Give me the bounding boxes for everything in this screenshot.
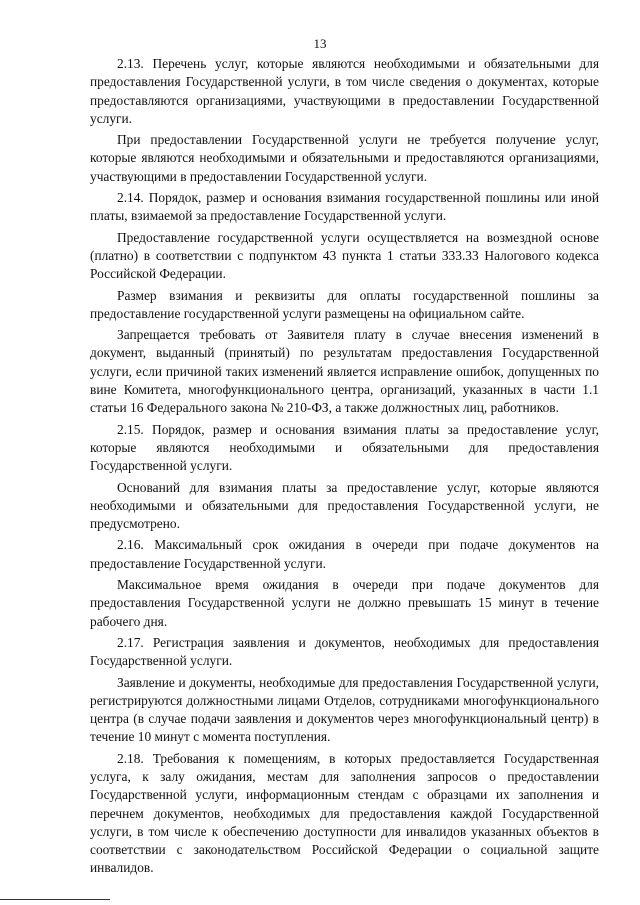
document-body <box>90 55 599 881</box>
paragraph: Максимальное время ожидания в очереди при подаче документов для предоставления Государственной услуги не должно превышать 15 минут в течение рабочего дня. <box>90 577 599 629</box>
paragraph-2-14-heading: 2.14. Порядок, размер и основания взимания государственной пошлины или иной платы, взимаемой за предоставление Государственной услуги. <box>90 190 599 224</box>
footnote-divider <box>0 899 110 900</box>
paragraph: Запрещается требовать от Заявителя плату в случае внесения изменений в документ, выданный (принятый) по результатам предоставления Государственной услуги, если причиной таких изменений является исправление ошибок, допущенных по вине Комитета, многофункционального центра, организаций, указанных в части 1.1 статьи 16 Федерального закона № 210-ФЗ, а также должностных лиц, работников. <box>90 327 599 416</box>
paragraph: Размер взимания и реквизиты для оплаты государственной пошлины за предоставление государственной услуги размещены на официальном сайте. <box>90 287 599 321</box>
paragraph-2-17-heading: 2.17. Регистрация заявления и документов, необходимых для предоставления Государственной услуги. <box>90 634 599 669</box>
paragraph-2-18-heading: 2.18. Требования к помещениям, в которых предоставляется Государственная услуга, к залу ожидания, местам для заполнения запросов о предоставлении Государственной услуги, информационным стендам с образцами их заполнения и перечнем документов, необходимых для предоставления каждой Государственной услуги, в том числе к обеспечению доступности для инвалидов указанных объектов в соответствии с законодательством Российской Федерации о социальной защите инвалидов. <box>90 750 599 876</box>
paragraph-2-13-heading: 2.13. Перечень услуг, которые являются необходимыми и обязательными для предоставления Государственной услуги, в том числе сведения о документах, которые предоставляются организациями, участвующими в предоставлении Государственной услуги. <box>90 56 599 126</box>
paragraph-2-16-heading: 2.16. Максимальный срок ожидания в очереди при подаче документов на предоставление Государственной услуги. <box>90 537 599 571</box>
paragraph: Предоставление государственной услуги осуществляется на возмездной основе (платно) в соответствии с подпунктом 43 пункта 1 статьи 333.33 Налогового кодекса Российской Федерации. <box>90 229 599 282</box>
paragraph: При предоставлении Государственной услуги не требуется получение услуг, которые являются необходимыми и обязательными и предоставляются организациями, участвующими в предоставлении Государственной услуги. <box>90 132 599 184</box>
page-number: 13 <box>313 36 327 51</box>
paragraph: Оснований для взимания платы за предоставление услуг, которые являются необходимыми и обязательными для предоставления Государственной услуги, не предусмотрено. <box>90 479 599 532</box>
paragraph-2-15-heading: 2.15. Порядок, размер и основания взимания платы за предоставление услуг, которые являются необходимыми и обязательными для предоставления Государственной услуги. <box>90 421 599 474</box>
paragraph: Заявление и документы, необходимые для предоставления Государственной услуги, регистрируются должностными лицами Отделов, сотрудниками многофункционального центра (в случае подачи заявления и документов через многофункциональный центр) в течение 10 минут с момента поступления. <box>90 674 599 745</box>
